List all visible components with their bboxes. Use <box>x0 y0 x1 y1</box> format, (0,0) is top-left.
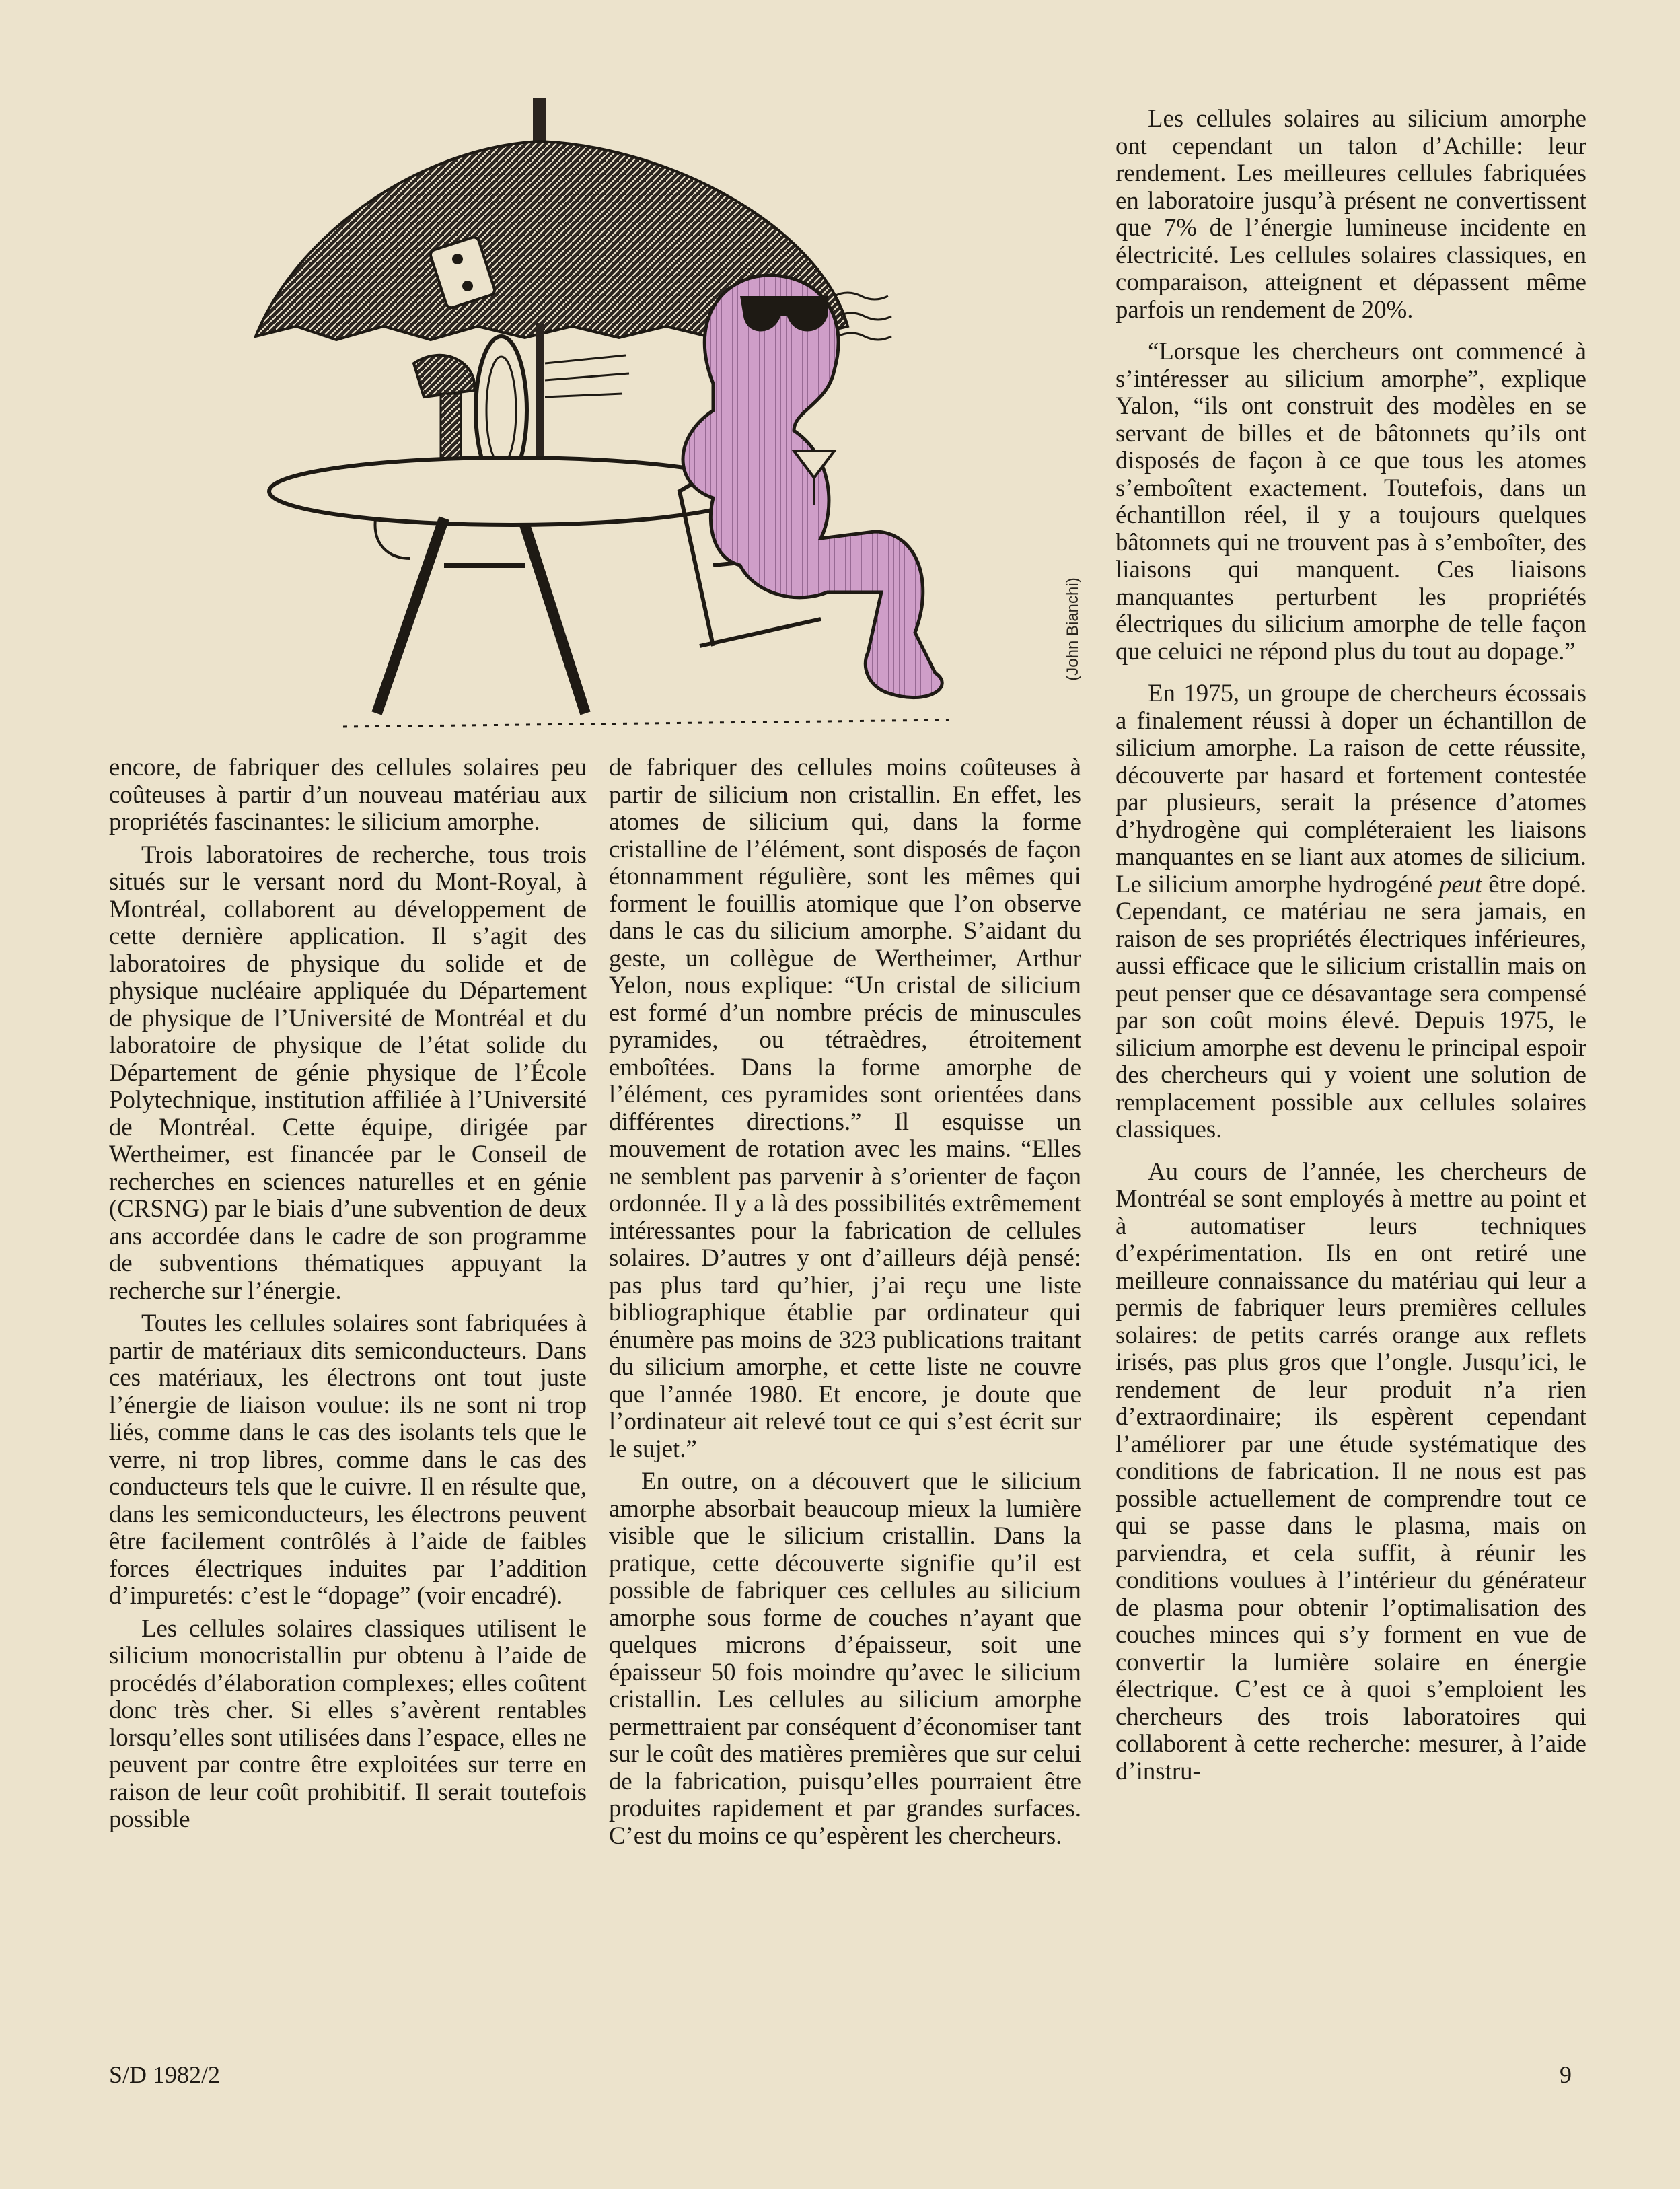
paragraph: Au cours de l’année, les chercheurs de Montréal se sont employés à mettre au point et à automatiser leurs techniques d’expérimentation. Ils en ont retiré une meilleure connaissance du matériau qui leur a permis de fabriquer leurs premières cellules solaires: de petits carrés orange aux reflets irisés, pas plus gros que l’ongle. Jusqu’ici, le rendement de leur produit n’a rien d’extraordinaire; ils espèrent cependant l’améliorer par une étude systématique des conditions de fabrication. Il ne nous est pas possible actuellement de comprendre tout ce qui se passe dans le plasma, mais on parviendra, et cela suffit, à réunir les conditions voulues à l’intérieur du générateur de plasma pour obtenir l’optimalisation des couches minces qui s’y forment en vue de convertir la lumière solaire en énergie électrique. C’est ce à quoi s’emploient les chercheurs des trois laboratoires qui collaborent à cette recherche: mesurer, à l’aide d’instru- <box>1116 1157 1586 1785</box>
article-column-3 <box>1116 105 1586 1785</box>
paragraph: “Lorsque les chercheurs ont commencé à s’intéresser au silicium amorphe”, explique Yalon, “ils ont construit des modèles en se servant de billes et de bâtonnets qu’ils ont disposés de façon à ce que tous les atomes s’emboîtent exactement. Toutefois, dans un échantillon réel, il y a toujours quelques bâtonnets qui ne trouvent pas à s’emboîter, des liaisons qui manquent. Ces liaisons manquantes perturbent les propriétés électriques du silicium amorphe de telle façon que celuici ne répond plus du tout au dopage.” <box>1116 337 1586 665</box>
wind-lines <box>545 355 629 397</box>
credit-text: (John Bianchi) <box>1064 577 1082 681</box>
paragraph: de fabriquer des cellules moins coûteuses à partir de silicium non cristallin. En effet, les atomes de silicium qui, dans la forme cristalline de l’élément, sont disposés de façon étonnamment régulière, sont les mêmes qui forment le fouillis atomique que l’on observe dans le cas du silicium amorphe. S’aidant du geste, un collègue de Wertheimer, Arthur Yelon, nous explique: “Un cristal de silicium est formé d’un nombre précis de minuscules pyramides, ou tétraèdres, étroitement emboîtées. Dans la forme amorphe de l’élément, ces pyramides sont orientées dans différentes directions.” Il esquisse un mouvement de rotation avec les mains. “Elles ne semblent pas parvenir à s’orienter de façon ordonnée. Il y a là des possibilités extrêmement intéressantes pour la fabrication de cellules solaires. D’autres y ont d’ailleurs déjà pensé: pas plus tard qu’hier, j’ai reçu une liste bibliographique établie par ordinateur qui énumère pas moins de 323 publications traitant du silicium amorphe, et cette liste ne couvre que l’année 1980. Et encore, je doute que l’ordinateur ait relevé tout ce qui s’est écrit sur le sujet.” <box>609 753 1081 1462</box>
page-number: 9 <box>1560 2061 1572 2088</box>
emphasis-text: peut <box>1438 869 1482 898</box>
paragraph <box>1116 680 1586 1143</box>
umbrella-cartoon-illustration <box>242 94 976 740</box>
sunbathing-character <box>683 275 942 698</box>
illustration-credit <box>1060 518 1087 740</box>
article-column-1 <box>109 754 587 1833</box>
paragraph: En outre, on a découvert que le silicium amorphe absorbait beaucoup mieux la lumière visible que le silicium cristallin. Dans la pratique, cette découverte signifie qu’il est possible de fabriquer ces cellules au silicium amorphe sous forme de couches n’ayant que quelques microns d’épaisseur, soit une épaisseur 50 fois moindre qu’avec le silicium cristallin. Les cellules au silicium amorphe permettraient par conséquent d’économiser tant sur le coût des matières premières que sur celui de la fabrication, puisqu’elles pourraient être produites rapidement et par grandes surfaces. C’est du moins ce qu’espèrent les chercheurs. <box>609 1467 1081 1849</box>
paragraph: Toutes les cellules solaires sont fabriquées à partir de matériaux dits semiconducteurs. Dans ces matériaux, les électrons ont tout juste l’énergie de liaison voulue: ils ne sont ni trop liés, comme dans le cas des isolants tels que le verre, ni trop libres, comme dans le cas des conducteurs tels que le cuivre. Il en résulte que, dans les semiconducteurs, les électrons peuvent être facilement contrôlés à l’aide de faibles forces électriques induites par l’addition d’impuretés: c’est le “dopage” (voir encadré). <box>109 1309 587 1609</box>
paragraph: Trois laboratoires de recherche, tous trois situés sur le versant nord du Mont-Royal, à Montréal, collaborent au développement de cette dernière application. Il s’agit des laboratoires de physique du solide et de physique nucléaire appliquée du Département de physique de l’Université de Montréal et du laboratoire de physique de l’état solide du Département de génie physique de l’École Polytechnique, institution affiliée à l’Université de Montréal. Cette équipe, dirigée par Wertheimer, est financée par le Conseil de recherches en sciences naturelles et en génie (CRSNG) par le biais d’une subvention de deux ans accordée dans le cadre de son programme de subventions thématiques appuyant la recherche sur l’énergie. <box>109 840 587 1304</box>
ground-line <box>343 720 949 727</box>
article-column-2 <box>609 754 1081 1849</box>
umbrella-finial <box>533 98 546 145</box>
paragraph-text: En 1975, un groupe de chercheurs écossais a finalement réussi à doper un échantillon de silicium amorphe. La raison de cette réussite, découverte par hasard et fortement contestée par plusieurs, serait la présence d’atomes d’hydrogène qui compléteraient les liaisons manquantes en se liant aux atomes de silicium. Le silicium amorphe hydrogéné <box>1116 679 1586 898</box>
paragraph: Les cellules solaires classiques utilisent le silicium monocristallin pur obtenu à l’aide de procédés d’élaboration complexes; elles coûtent donc très cher. Si elles s’avèrent rentables lorsqu’elles sont utilisées dans l’espace, elles ne peuvent par contre être exploitées sur terre en raison de leur coût prohibitif. Il serait toutefois possible <box>109 1614 587 1832</box>
paragraph-text: être dopé. Cependant, ce matériau ne sera jamais, en raison de ses propriétés électriques inférieures, aussi efficace que le silicium cristallin mais on peut penser que ce désavantage sera compensé par son coût moins élevé. Depuis 1975, le silicium amorphe est devenu le principal espoir des chercheurs qui y voient une solution de remplacement possible aux cellules solaires classiques. <box>1116 869 1586 1143</box>
paragraph: encore, de fabriquer des cellules solaires peu coûteuses à partir d’un nouveau matériau aux propriétés fascinantes: le silicium amorphe. <box>109 753 587 835</box>
journal-issue: S/D 1982/2 <box>109 2061 221 2088</box>
paragraph: Les cellules solaires au silicium amorphe ont cependant un talon d’Achille: leur rendement. Les meilleures cellules fabriquées en laboratoire jusqu’à présent ne convertissent que 7% de l’énergie lumineuse incidente en électricité. Les cellules solaires classiques, en comparaison, atteignent et dépassent même parfois un rendement de 20%. <box>1116 104 1586 323</box>
